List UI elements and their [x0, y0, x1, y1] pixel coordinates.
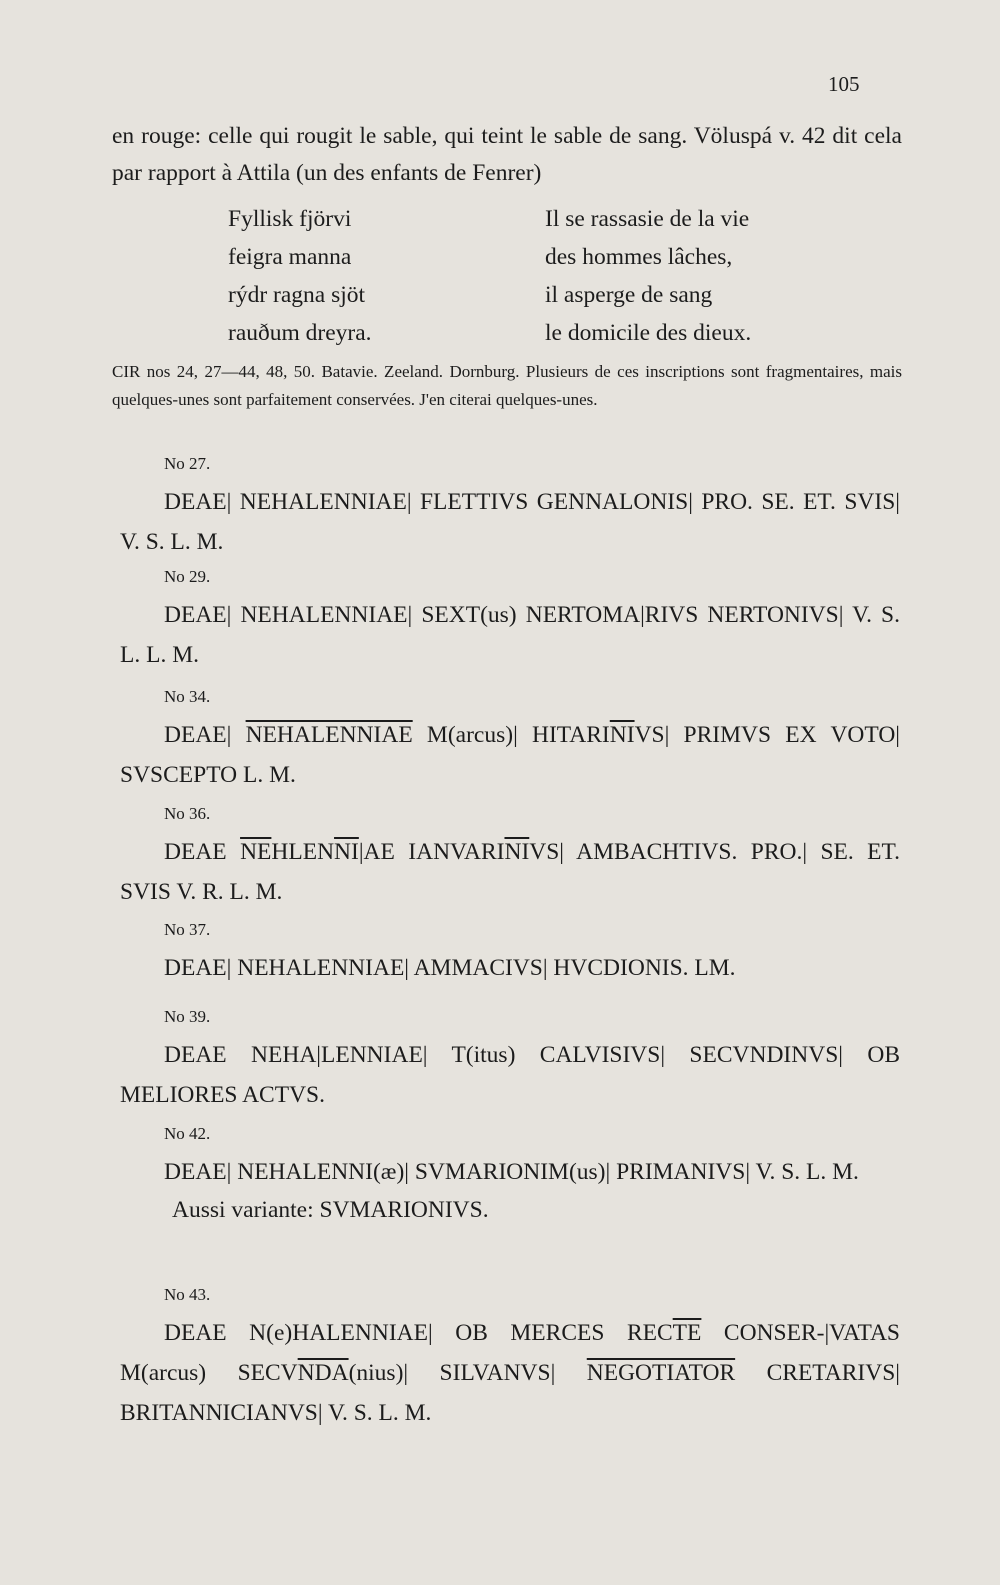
- inscription-text: DEAE N(e)HALENNIAE| OB MERCES $REC\overline{TE}$ CONSER-|VATAS M(arcus) $SECV\overline{NDA}(nius)|$ SILVANVS| NEGOTIATOR CRETARIVS| BRITANNICIANVS| V. S. L. M.: [120, 1320, 900, 1426]
- page-number: 105: [828, 72, 860, 96]
- poem-translation: [545, 200, 751, 352]
- poem-line: le domicile des dieux.: [545, 320, 752, 346]
- inscription-entry: [120, 565, 900, 675]
- inscription-number: No 34.: [164, 687, 211, 706]
- poem-line: rýdr ragna sjöt: [228, 282, 366, 308]
- inscription-entry: [120, 1283, 900, 1433]
- inscription-number: No 43.: [164, 1285, 211, 1304]
- poem-line: des hommes lâches,: [545, 244, 733, 270]
- inscription-entry: [120, 1122, 900, 1228]
- inscription-number: No 37.: [164, 920, 211, 939]
- poem-original: [228, 200, 372, 352]
- poem-line: il asperge de sang: [545, 282, 713, 308]
- inscription-text: DEAE NEHA|LENNIAE| T(itus) CALVISIVS| SECVNDINVS| OB MELIORES ACTVS.: [120, 1042, 900, 1108]
- inscription-entry: [120, 452, 900, 562]
- poem-line: feigra manna: [228, 244, 352, 270]
- cir-abbrev: CIR: [112, 362, 141, 381]
- poem-line: Fyllisk fjörvi: [228, 206, 352, 232]
- inscription-text: DEAE| NEHALENNIAE| AMMACIVS| HVCDIONIS. LM.: [164, 955, 736, 981]
- cir-reference-paragraph: [112, 358, 902, 414]
- inscription-entry: [120, 802, 900, 912]
- variant-note: Aussi variante: SVMARIONIVS.: [172, 1197, 489, 1223]
- inscription-entry: [120, 1005, 900, 1115]
- inscription-number: No 39.: [164, 1007, 211, 1026]
- poem-line: rauðum dreyra.: [228, 320, 372, 346]
- inscription-number: No 42.: [164, 1124, 211, 1143]
- inscription-text: DEAE| NEHALENNIAE| FLETTIVS GENNALONIS| PRO. SE. ET. SVIS| V. S. L. M.: [120, 489, 900, 555]
- inscription-text: DEAE| NEHALENNIAE M(arcus)| $HITARI\overline{NI}VS|$ PRIMVS EX VOTO| SVSCEPTO L. M.: [120, 722, 901, 788]
- inscription-text: DEAE| NEHALENNI(æ)| SVMARIONIM(us)| PRIMANIVS| V. S. L. M.: [164, 1159, 859, 1185]
- intro-paragraph: en rouge: celle qui rougit le sable, qui teint le sable de sang. Völuspá v. 42 dit cela par rapport à Attila (un des enfants de Fenrer): [112, 123, 902, 186]
- inscription-number: No 36.: [164, 804, 211, 823]
- inscription-text: DEAE| NEHALENNIAE| SEXT(us) NERTOMA|RIVS NERTONIVS| V. S. L. L. M.: [120, 602, 900, 668]
- inscription-number: No 27.: [164, 454, 211, 473]
- poem-line: Il se rassasie de la vie: [545, 206, 750, 232]
- inscription-text: DEAE $\overline{NE}HLEN\overline{NI}|AE$ $IANVARI\overline{NI}VS|$ AMBACHTIVS. PRO.| SE. ET. SVIS V. R. L. M.: [120, 839, 901, 905]
- inscription-entry: [120, 685, 900, 795]
- cir-text: nos 24, 27—44, 48, 50. Batavie. Zeeland. Dornburg. Plusieurs de ces inscriptions sont fragmentaires, mais quelques-unes sont parfaitement conservées. J'en citerai quelques-unes.: [112, 362, 902, 409]
- inscription-number: No 29.: [164, 567, 211, 586]
- inscription-entry: [120, 918, 900, 988]
